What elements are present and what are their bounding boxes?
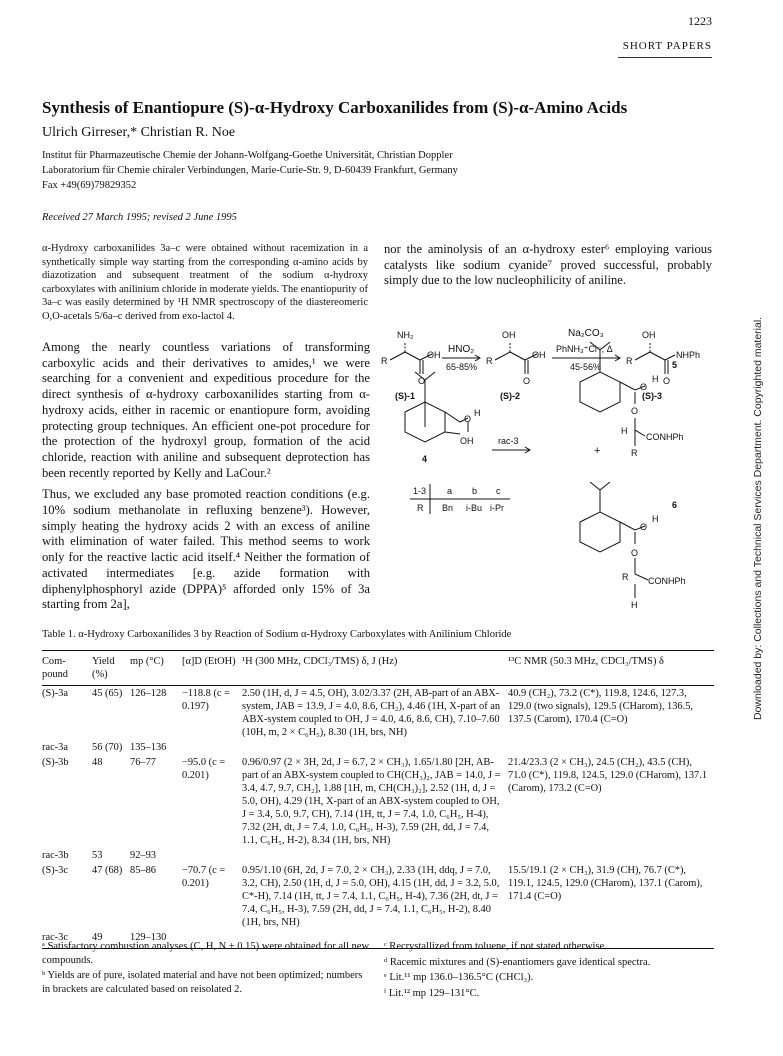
table-caption: Table 1. α-Hydroxy Carboxanilides 3 by Reaction of Sodium α-Hydroxy Carboxylates with Anilinium Chloride [42, 629, 512, 640]
download-watermark-text: Downloaded by: Collections and Technical Services Department. Copyrighted material. [752, 316, 764, 720]
header-yield: Yield (%) [92, 656, 115, 680]
key-ibu: i-Bu [466, 503, 483, 513]
label-r: R [381, 356, 388, 366]
label-hno2: HNO₂ [448, 344, 475, 355]
cell-compound: rac-3b [42, 850, 69, 861]
label-rac3: rac-3 [498, 436, 519, 446]
cell-mp: 85–86 [130, 865, 156, 876]
label-o: O [631, 548, 639, 558]
table-row [42, 863, 714, 930]
label-oh: OH [427, 350, 441, 360]
label-o: O [464, 414, 472, 424]
cell-rotation: −95.0 (c = 0.201) [182, 757, 226, 781]
body-right-column: nor the aminolysis of an α-hydroxy ester⁶ employing various catalysts like sodium cyanide⁷ proved successful, probably simply due to the low nucleophilicity of aniline. [384, 242, 712, 288]
cell-mp: 135–136 [130, 742, 167, 753]
table-header-row [42, 651, 714, 686]
affiliation-line: Laboratorium für Chemie chiraler Verbindungen, Marie-Curie-Str. 9, D-60439 Frankfurt, Germany [42, 165, 458, 176]
cell-rotation: −118.8 (c = 0.197) [182, 688, 230, 712]
label-o: O [640, 522, 648, 532]
label-o: O [640, 382, 648, 392]
label-oh: OH [502, 330, 516, 340]
header-rotation: [α]D (EtOH) [182, 656, 236, 667]
abstract: α-Hydroxy carboxanilides 3a–c were obtained without racemization in a synthetically simple way starting from the corresponding α-amino acids by diazotization and subsequent treatment of the sodium α-hydroxy carboxylates with anilinium chloride in moderate yields. The enantiopurity of 3a–c was easily determined by ¹H NMR spectroscopy of the diastereomeric O,O-acetals 5/6a–c derived from exo-lactol 4. [42, 243, 368, 322]
label-plus: + [594, 445, 601, 457]
cell-13c: 21.4/23.3 (2 × CH₃), 24.5 (CH₂), 43.5 (CH), 71.0 (C*), 119.8, 124.5, 129.0 (CHarom), 137.1 (Carom), 173.2 (C=O) [508, 757, 708, 794]
label-nh2: NH₂ [397, 330, 414, 340]
cell-yield: 48 [92, 757, 103, 768]
label-r: R [486, 356, 493, 366]
table-row [42, 848, 714, 863]
label-compound-1: (S)-1 [395, 391, 415, 401]
reaction-scheme [380, 322, 720, 622]
label-anilinium: PhNH₃⁺Cl⁻, Δ [556, 344, 613, 354]
label-o: O [663, 376, 671, 386]
key-r: R [417, 503, 424, 513]
footnote: ᵈ Racemic mixtures and (S)-enantiomers gave identical spectra. [384, 956, 651, 968]
cell-mp: 126–128 [130, 688, 167, 699]
cell-13c [508, 848, 714, 863]
footnote: ᶜ Recrystallized from toluene, if not stated otherwise. [384, 941, 607, 952]
cell-compound: rac-3c [42, 932, 68, 943]
cell-1h [242, 848, 508, 863]
key-bn: Bn [442, 503, 454, 513]
label-nhph: NHPh [676, 350, 701, 360]
cell-1h: 0.96/0.97 (2 × 3H, 2d, J = 6.7, 2 × CH₃), 1.65/1.80 [2H, AB-part of an ABX-system coupled to CH(CH₃)₂, JAB = 14.0, J = 3.4, 4.7, 9.7, CH₂], 1.88 [1H, m, CH(CH₃)₂], 2.52 (1H, d, J = 5.0, OH), 4.29 (1H, X-part of an ABX-system coupled to OH, J = 3.4, 5.0, 9.7, CH), 7.14 (1H, tt, J = 7.4, 1.0, C₆H₅, H-4), 7.32 (2H, dt, J = 7.4, 1.0, C₆H₅, H-3), 7.59 (2H, dd, J = 7.4, 1.1, C₆H₅, H-2), 8.34 (1H, brs, NH) [242, 757, 501, 846]
table-row [42, 740, 714, 755]
affiliation-line: Fax +49(69)79829352 [42, 180, 137, 191]
cell-yield: 53 [92, 850, 103, 861]
label-r: R [626, 356, 633, 366]
key-header-c: c [496, 486, 501, 496]
label-r: R [622, 572, 629, 582]
cell-compound: rac-3a [42, 742, 68, 753]
footnote: ᵉ Lit.¹¹ mp 136.0–136.5°C (CHCl₃). [384, 972, 534, 983]
label-r: R [631, 448, 638, 458]
cell-compound: (S)-3a [42, 688, 68, 699]
footnote: ᵇ Yields are of pure, isolated material and have not been optimized; numbers in brackets are calculated based on reisolated 2. [42, 970, 363, 995]
cell-13c [508, 740, 714, 755]
download-watermark [752, 316, 772, 720]
cell-yield: 49 [92, 932, 103, 943]
cell-yield: 56 (70) [92, 742, 123, 753]
affiliation-line: Institut für Pharmazeutische Chemie der Johann-Wolfgang-Goethe Universität, Christian Doppler [42, 150, 453, 161]
key-header-b: b [472, 486, 478, 496]
cell-rotation [182, 848, 242, 863]
header-13c-nmr: ¹³C NMR (50.3 MHz, CDCl₃/TMS) δ [508, 656, 664, 667]
footnotes-left [42, 940, 372, 998]
data-table [42, 650, 714, 949]
body-left-column [42, 340, 370, 619]
footnote: ᵃ Satisfactory combustion analyses (C, H, N ± 0.15) were obtained for all new compounds. [42, 941, 370, 966]
label-compound-3: (S)-3 [642, 391, 662, 401]
cell-1h [242, 740, 508, 755]
body-paragraph: Among the nearly countless variations of transforming carboxylic acids and their derivatives to amides,¹ we were searching for a convenient and expeditious procedure for the direct synthesis of α-hydroxy carboxanilides starting from α-hydroxy acids, either in racemic or enantiopure form, avoiding protecting group techniques. An efficient one-pot procedure for the protection of the hydroxyl group, formation of the acid chloride, reaction with aniline and subsequent deprotection has been recently reported by Kelly and LaCour.² [42, 340, 370, 480]
label-conhph: CONHPh [646, 432, 684, 442]
label-oh: OH [642, 330, 656, 340]
label-compound-6: 6 [672, 500, 678, 510]
label-o: O [523, 376, 531, 386]
header-1h-nmr: ¹H (300 MHz, CDCl₃/TMS) δ, J (Hz) [242, 656, 398, 667]
cell-rotation [182, 740, 242, 755]
label-compound-4: 4 [422, 454, 428, 464]
cell-mp: 76–77 [130, 757, 156, 768]
key-header-1-3: 1-3 [413, 486, 427, 496]
label-yield-1: 65-85% [446, 362, 478, 372]
label-o: O [418, 376, 426, 386]
table-row [42, 755, 714, 848]
affiliation [42, 148, 722, 193]
cell-mp: 129–130 [130, 932, 167, 943]
label-o: O [631, 406, 639, 416]
label-na2co3: Na₂CO₃ [568, 328, 604, 339]
label-h: H [652, 374, 659, 384]
cell-1h: 2.50 (1H, d, J = 4.5, OH), 3.02/3.37 (2H, AB-part of an ABX-system, JAB = 13.9, J = 4.0, 8.6, CH₂), 4.46 (1H, X-part of an ABX-system coupled to OH, J = 4.0, 4.6, 8.6, CH), 7.10–7.60 (10H, m, 2 × C₆H₅), 8.30 (1H, brs, NH) [242, 688, 501, 738]
cell-mp: 92–93 [130, 850, 156, 861]
header-mp: mp (°C) [130, 656, 164, 667]
paper-title: Synthesis of Enantiopure (S)-α-Hydroxy Carboxanilides from (S)-α-Amino Acids [42, 98, 628, 117]
cell-compound: (S)-3b [42, 757, 69, 768]
section-header: SHORT PAPERS [622, 40, 712, 52]
label-h: H [652, 514, 659, 524]
key-ipr: i-Pr [490, 503, 504, 513]
label-conhph: CONHPh [648, 576, 686, 586]
label-compound-5: 5 [672, 360, 678, 370]
footnote: ᶠ Lit.¹² mp 129–131°C. [384, 987, 480, 999]
page-number: 1223 [688, 14, 712, 28]
cell-yield: 45 (65) [92, 688, 123, 699]
label-yield-2: 45-56% [570, 362, 602, 372]
label-h: H [631, 600, 638, 610]
section-rule [618, 57, 712, 58]
cell-yield: 47 (68) [92, 865, 123, 876]
table-row [42, 686, 714, 741]
cell-rotation: −70.7 (c = 0.201) [182, 865, 226, 889]
cell-1h: 0.95/1.10 (6H, 2d, J = 7.0, 2 × CH₃), 2.33 (1H, ddq, J = 7.0, 3.2, CH), 2.50 (1H, d, J = 5.0, OH), 4.15 (1H, dd, J = 3.2, 5.0, C*-H), 7.14 (1H, tt, J = 7.4, 1.1, C₆H₅, H-4), 7.36 (2H, dt, J = 7.4, C₆H₅, H-3), 7.59 (2H, dd, J = 7.4, 1.1, C₆H₅, H-2), 8.40 (1H, brs, NH) [242, 865, 500, 928]
authors: Ulrich Girreser,* Christian R. Noe [42, 125, 236, 140]
cell-13c: 15.5/19.1 (2 × CH₃), 31.9 (CH), 76.7 (C*), 119.1, 124.5, 129.0 (CHarom), 137.1 (Carom), 171.4 (C=O) [508, 865, 703, 902]
cell-13c: 40.9 (CH₂), 73.2 (C*), 119.8, 124.6, 127.3, 129.0 (two signals), 129.5 (CHarom), 136.5, 137.5 (Carom), 170.4 (C=O) [508, 688, 693, 725]
label-h: H [621, 426, 628, 436]
label-oh: OH [460, 436, 474, 446]
cell-compound: (S)-3c [42, 865, 68, 876]
key-header-a: a [447, 486, 453, 496]
received-date: Received 27 March 1995; revised 2 June 1995 [42, 212, 237, 223]
label-oh: OH [532, 350, 546, 360]
body-paragraph: Thus, we excluded any base promoted reaction conditions (e.g. 10% sodium methanolate in refluxing benzene³). However, simply heating the hydroxy acids 2 with an excess of aniline with elimination of water failed. This method seems to work only for the reactive lactic acid itself.⁴ Neither the formation of activated intermediates [e.g. azide formation with diphenylphosphoryl azide (DPPA)⁵ afforded only 15% of 3a starting from 2a], [42, 487, 370, 612]
header-compound: Com-pound [42, 656, 68, 680]
label-h: H [474, 408, 481, 418]
footnotes-right [384, 940, 714, 1002]
label-compound-2: (S)-2 [500, 391, 520, 401]
